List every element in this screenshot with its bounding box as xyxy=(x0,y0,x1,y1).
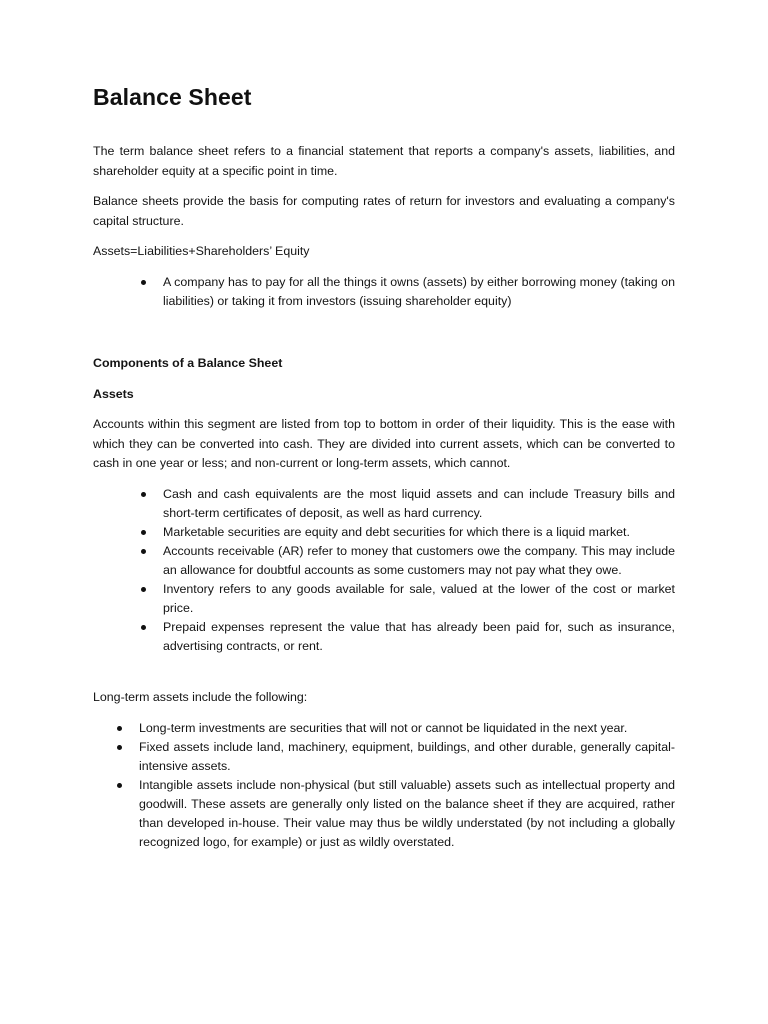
bullet-icon xyxy=(141,280,146,285)
long-term-intro: Long-term assets include the following: xyxy=(93,690,308,704)
bullet-icon xyxy=(141,625,146,630)
section-heading-components: Components of a Balance Sheet xyxy=(93,356,283,370)
list-item: Accounts receivable (AR) refer to money that customers owe the company. This may include an allowance for doubtful accounts as some customers may not pay what they owe. xyxy=(163,542,675,580)
bullet-icon xyxy=(141,492,146,497)
assets-paragraph: Accounts within this segment are listed from top to bottom in order of their liquidity. This is the ease with which they can be converted into cash. They are divided into current assets, which can be converted to cash in one year or less; and non-current or long-term assets, which cannot. xyxy=(93,417,675,470)
list-item: Cash and cash equivalents are the most liquid assets and can include Treasury bills and short-term certificates of deposit, as well as hard currency. xyxy=(163,485,675,523)
section-heading-assets: Assets xyxy=(93,387,134,401)
intro-paragraph-1: The term balance sheet refers to a financial statement that reports a company's assets, liabilities, and shareholder equity at a specific point in time. xyxy=(93,144,675,178)
list-item: Long-term investments are securities that will not or cannot be liquidated in the next year. xyxy=(139,719,675,738)
bullet-icon xyxy=(141,549,146,554)
equation-line: Assets=Liabilities+Shareholders’ Equity xyxy=(93,244,310,258)
list-item: Intangible assets include non-physical (but still valuable) assets such as intellectual property and goodwill. These assets are generally only listed on the balance sheet if they are acquired, rather than developed in-house. Their value may thus be wildly understated (by not including a globally recognized logo, for example) or just as wildly overstated. xyxy=(139,776,675,852)
list-item: Fixed assets include land, machinery, equipment, buildings, and other durable, generally capital-intensive assets. xyxy=(139,738,675,776)
bullet-icon xyxy=(117,726,122,731)
page-title: Balance Sheet xyxy=(93,84,252,110)
list-item: Marketable securities are equity and debt securities for which there is a liquid market. xyxy=(163,523,675,542)
long-term-assets-list xyxy=(139,719,675,852)
list-item: A company has to pay for all the things it owns (assets) by either borrowing money (taking on liabilities) or taking it from investors (issuing shareholder equity) xyxy=(163,273,675,311)
bullet-icon xyxy=(141,530,146,535)
bullet-icon xyxy=(117,745,122,750)
bullet-icon xyxy=(141,587,146,592)
intro-paragraph-2: Balance sheets provide the basis for computing rates of return for investors and evaluating a company's capital structure. xyxy=(93,194,675,228)
list-item: Prepaid expenses represent the value that has already been paid for, such as insurance, advertising contracts, or rent. xyxy=(163,618,675,656)
list-item: Inventory refers to any goods available for sale, valued at the lower of the cost or market price. xyxy=(163,580,675,618)
current-assets-list xyxy=(163,485,675,656)
equation-bullet-list xyxy=(163,273,675,311)
bullet-icon xyxy=(117,783,122,788)
